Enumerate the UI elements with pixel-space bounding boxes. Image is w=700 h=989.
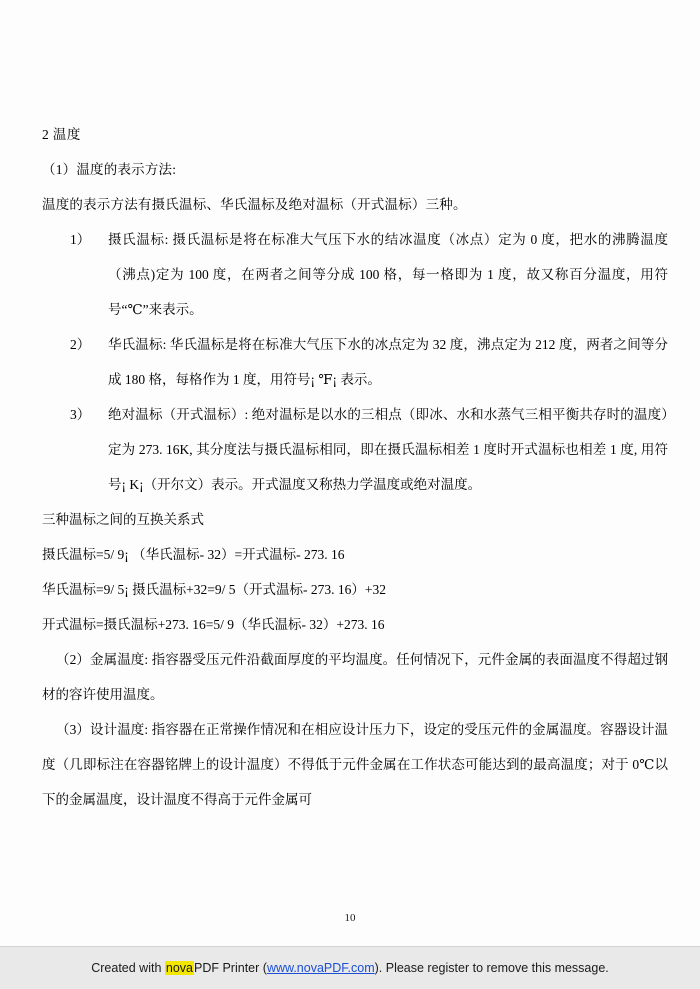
- list-item-text: 华氏温标: 华氏温标是将在标准大气压下水的冰点定为 32 度，沸点定为 212 度，两者之间等分成 180 格，每格作为 1 度，用符号¡ ℉¡ 表示。: [108, 337, 668, 387]
- footer-close-paren: ): [374, 961, 379, 975]
- footer-open-paren: (: [262, 961, 267, 975]
- list-item: [42, 397, 668, 502]
- footer-brand: [165, 961, 263, 975]
- paragraph-design-temperature: （3）设计温度: 指容器在正常操作情况和在相应设计压力下，设定的受压元件的金属温度。容器设计温度（几即标注在容器铭牌上的设计温度）不得低于元件金属在工作状态可能达到的最高温度；对于 0℃以下的金属温度，设计温度不得高于元件金属可: [42, 722, 668, 807]
- section-heading: 2 温度: [42, 127, 81, 142]
- list-item-marker: 2）: [70, 337, 91, 352]
- paragraph-metal-temperature: （2）金属温度: 指容器受压元件沿截面厚度的平均温度。任何情况下，元件金属的表面温度不得超过钢材的容许使用温度。: [42, 652, 668, 702]
- list-item-text: 摄氏温标: 摄氏温标是将在标准大气压下水的结冰温度（冰点）定为 0 度，把水的沸腾温度（沸点)定为 100 度，在两者之间等分成 100 格，每一格即为 1 度，故又称百分温度，用符号“℃”来表示。: [108, 232, 668, 317]
- footer-prefix: Created with: [91, 961, 165, 975]
- page-number: 10: [344, 912, 356, 924]
- novapdf-link[interactable]: www.novaPDF.com: [266, 961, 375, 975]
- list-item-marker: 1）: [70, 232, 91, 247]
- formula-fahrenheit: 华氏温标=9/ 5¡ 摄氏温标+32=9/ 5（开式温标- 273. 16）+32: [42, 582, 386, 597]
- list-item: [42, 327, 668, 397]
- intro-paragraph: 温度的表示方法有摄氏温标、华氏温标及绝对温标（开式温标）三种。: [42, 197, 467, 212]
- document-body: [42, 118, 668, 817]
- list-item: [42, 222, 668, 327]
- list-item-text: 绝对温标（开式温标）: 绝对温标是以水的三相点（即冰、水和水蒸气三相平衡共存时的温度）定为 273. 16K, 其分度法与摄氏温标相同，即在摄氏温标相差 1 度时开式温标也相差 1 度, 用符号¡ K¡（开尔文）表示。开式温度又称热力学温度或绝对温度。: [108, 407, 668, 492]
- footer-suffix: . Please register to remove this message.: [378, 961, 609, 975]
- formula-kelvin: 开式温标=摄氏温标+273. 16=5/ 9（华氏温标- 32）+273. 16: [42, 617, 385, 632]
- relation-title: 三种温标之间的互换关系式: [42, 512, 204, 527]
- formula-celsius: 摄氏温标=5/ 9¡ （华氏温标- 32）=开式温标- 273. 16: [42, 547, 345, 562]
- footer-message: [91, 961, 609, 975]
- footer-banner: [0, 946, 700, 989]
- subsection-heading: （1）温度的表示方法:: [42, 162, 177, 177]
- list-item-marker: 3）: [70, 407, 91, 422]
- footer-brand-rest: PDF Printer: [194, 961, 263, 975]
- footer-brand-nova: nova: [165, 961, 193, 975]
